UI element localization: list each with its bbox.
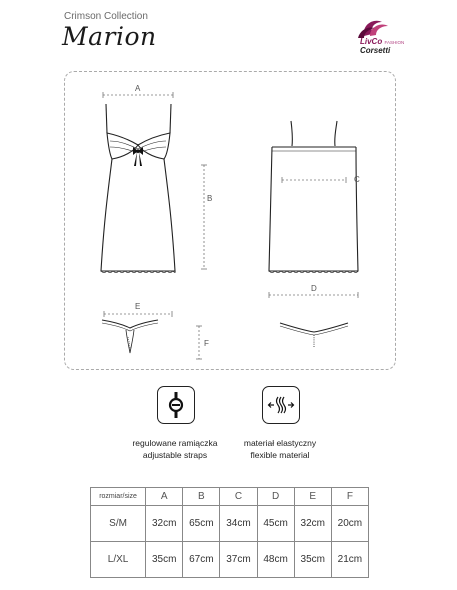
dimension-c-label: C bbox=[354, 175, 360, 184]
table-cell: 65cm bbox=[183, 506, 220, 542]
dimension-b-line bbox=[201, 165, 207, 269]
table-cell: 45cm bbox=[257, 506, 294, 542]
flexible-material-icon bbox=[267, 392, 295, 418]
size-col-f: F bbox=[331, 488, 368, 506]
dimension-b-label: B bbox=[207, 194, 213, 203]
table-cell: 21cm bbox=[331, 542, 368, 578]
table-row bbox=[91, 542, 369, 578]
back-chemise-drawing bbox=[269, 121, 358, 273]
dimension-f-label: F bbox=[204, 339, 209, 348]
dimension-f-line bbox=[196, 326, 202, 359]
table-cell: 34cm bbox=[220, 506, 257, 542]
table-cell: 32cm bbox=[294, 506, 331, 542]
size-col-d: D bbox=[257, 488, 294, 506]
table-cell: 67cm bbox=[183, 542, 220, 578]
table-cell: 32cm bbox=[146, 506, 183, 542]
size-col-e: E bbox=[294, 488, 331, 506]
feature-flexible-material bbox=[215, 437, 345, 461]
back-thong-drawing bbox=[280, 323, 348, 347]
size-table bbox=[90, 487, 369, 578]
adjustable-straps-badge bbox=[157, 386, 195, 424]
brand-corsetti: Corsetti bbox=[360, 46, 391, 55]
dimension-e-label: E bbox=[135, 302, 141, 311]
feature-label-en: flexible material bbox=[250, 450, 310, 460]
size-col-b: B bbox=[183, 488, 220, 506]
adjustable-strap-icon bbox=[163, 392, 189, 418]
size-table-corner: rozmiar/size bbox=[91, 488, 146, 506]
dimension-d-label: D bbox=[311, 284, 317, 293]
bow-icon bbox=[133, 147, 143, 166]
table-cell: 20cm bbox=[331, 506, 368, 542]
feature-label-en: adjustable straps bbox=[142, 450, 208, 460]
front-thong-drawing bbox=[102, 320, 158, 353]
product-title: Marion bbox=[62, 22, 157, 51]
table-row bbox=[91, 506, 369, 542]
size-row-label: L/XL bbox=[91, 542, 146, 578]
front-chemise-drawing bbox=[101, 104, 175, 273]
table-cell: 35cm bbox=[294, 542, 331, 578]
dimension-a-label: A bbox=[135, 84, 141, 93]
dimension-e-line bbox=[104, 311, 172, 317]
size-row-label: S/M bbox=[91, 506, 146, 542]
collection-name: Crimson Collection bbox=[64, 11, 148, 22]
size-table-header-row bbox=[91, 488, 369, 506]
size-col-c: C bbox=[220, 488, 257, 506]
table-cell: 48cm bbox=[257, 542, 294, 578]
brand-logo bbox=[352, 14, 432, 54]
brand-livco: LivCo bbox=[360, 37, 383, 46]
feature-label-pl: materiał elastyczny bbox=[243, 438, 317, 448]
dimension-c-line bbox=[282, 177, 346, 183]
feature-label-pl: regulowane ramiączka bbox=[132, 438, 218, 448]
chemise-drawings bbox=[64, 71, 394, 368]
table-cell: 37cm bbox=[220, 542, 257, 578]
size-col-a: A bbox=[146, 488, 183, 506]
table-cell: 35cm bbox=[146, 542, 183, 578]
brand-fashion: FASHION bbox=[384, 40, 405, 45]
flexible-material-badge bbox=[262, 386, 300, 424]
brand-wordmark bbox=[360, 37, 432, 55]
